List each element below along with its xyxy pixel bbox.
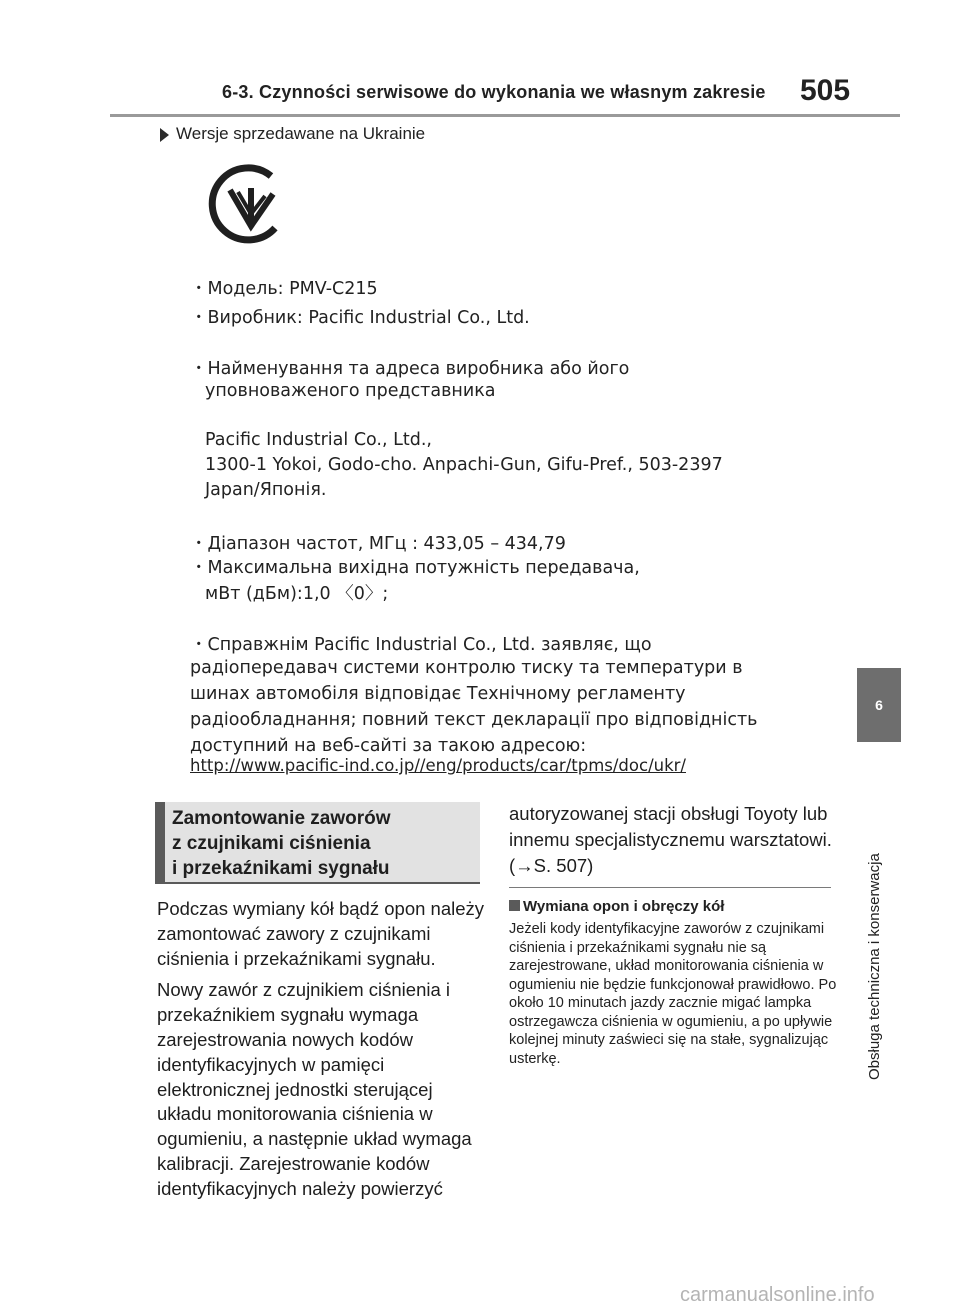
declaration-line5: доступний на веб-сайті за такою адресою:	[190, 736, 587, 756]
manufacturer-line: ・Виробник: Pacific Industrial Co., Ltd.	[190, 308, 530, 328]
body-left-column	[157, 897, 487, 1209]
address-line1: Pacific Industrial Co., Ltd.,	[205, 430, 432, 450]
triangle-bullet-icon	[160, 128, 169, 142]
declaration-url: http://www.pacific-ind.co.jp//eng/products/car/tpms/doc/ukr/	[190, 756, 686, 775]
body-paragraph-2: Nowy zawór z czujnikiem ciśnienia i przekaźnikiem sygnału wymaga zarejestrowania nowych kodów identyfikacyjnych w pamięci elektronicznej jednostki sterującej układu monitorowania ciśnienia w ogumieniu, a następnie układ wymaga kalibracji. Zarejestrowanie kodów identyfikacyjnych należy powierzyć	[157, 979, 472, 1199]
body-right-column	[509, 801, 839, 879]
chapter-tab-label: Obsługa techniczna i konserwacja	[866, 853, 883, 1080]
note-body: Jeżeli kody identyfikacyjne zaworów z czujnikami ciśnienia i przekaźnikami sygnału nie są zarejestrowane, układ monitorowania ciśnienia w ogumieniu nie będzie funkcjonował prawidłowo. Po około 10 minutach jazdy zacznie migać lampka ostrzegawcza ciśnienia w ogumieniu, a po upływie kolejnej minuty zaświeci się na stałe, sygnalizując usterkę.	[509, 921, 837, 1067]
declaration-line2: радіопередавач системи контролю тиску та температури в	[190, 658, 743, 678]
declaration-line1: ・Справжнім Pacific Industrial Co., Ltd. заявляє, що	[190, 635, 652, 655]
section-heading	[172, 806, 391, 881]
frequency-line: ・Діапазон частот, МГц : 433,05 – 434,79	[190, 534, 566, 554]
note-title: Wymiana opon i obręczy kół	[523, 898, 725, 915]
model-line: ・Модель: PMV-C215	[190, 279, 378, 299]
declaration-line3: шинах автомобіля відповідає Технічному регламенту	[190, 684, 686, 704]
section-heading-line3: i przekaźnikami sygnału	[172, 858, 390, 879]
section-heading-line2: z czujnikami ciśnienia	[172, 833, 371, 854]
section-label: Wersje sprzedawane na Ukrainie	[176, 124, 426, 143]
note-divider	[509, 887, 831, 888]
ukrainian-conformity-mark-icon	[205, 162, 291, 248]
declaration-line4: радіообладнання; повний текст декларації про відповідність	[190, 710, 758, 730]
square-bullet-icon	[509, 900, 520, 911]
chapter-tab-number: 6	[857, 668, 901, 742]
watermark: carmanualsonline.info	[680, 1284, 875, 1306]
name-address-line2: уповноваженого представника	[205, 381, 496, 401]
note-heading	[509, 898, 724, 915]
body-paragraph-1: Podczas wymiany kół bądź opon należy zamontować zawory z czujnikami ciśnienia i przekaźnikami sygnału.	[157, 898, 485, 969]
address-line3: Japan/Японія.	[205, 480, 327, 500]
section-heading-underline	[155, 882, 480, 884]
address-line2: 1300-1 Yokoi, Godo-cho. Anpachi-Gun, Gifu-Pref., 503-2397	[205, 455, 723, 475]
section-heading-accent-bar	[155, 802, 165, 884]
header-divider	[110, 114, 900, 117]
name-address-line1: ・Найменування та адреса виробника або його	[190, 359, 630, 379]
power-line2: мВт (дБм):1,0 〈0〉;	[205, 584, 389, 604]
page-number: 505	[800, 74, 851, 107]
section-heading-line1: Zamontowanie zaworów	[172, 808, 391, 829]
power-line1: ・Максимальна вихідна потужність передавача,	[190, 558, 640, 578]
chapter-title: 6-3. Czynności serwisowe do wykonania we własnym zakresie	[222, 82, 766, 102]
body-paragraph-continued: autoryzowanej stacji obsługi Toyoty lub innemu specjalistycznemu warsztatowi. (→S. 507)	[509, 803, 832, 876]
